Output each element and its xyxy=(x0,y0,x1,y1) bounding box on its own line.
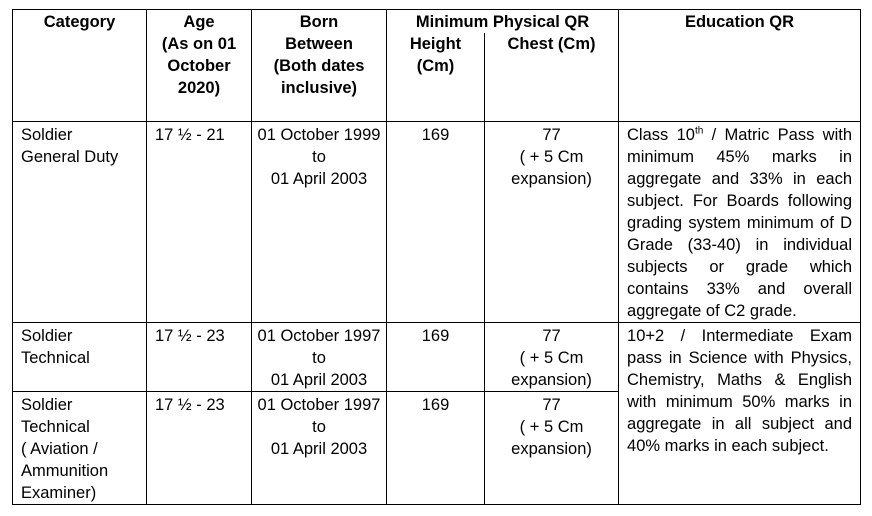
age-cell: 17 ½ - 23 xyxy=(147,391,252,504)
category-cell: Soldier General Duty xyxy=(13,121,147,322)
eligibility-table xyxy=(12,9,861,505)
header-chest: Chest (Cm) xyxy=(485,33,619,121)
education-gd-text xyxy=(627,124,852,322)
born-cell: 01 October 1999 to 01 April 2003 xyxy=(252,121,387,322)
table-row xyxy=(13,322,861,391)
header-row xyxy=(13,10,861,34)
header-category: Category xyxy=(13,10,147,122)
header-height: Height (Cm) xyxy=(387,33,485,121)
education-tech-text: 10+2 / Intermediate Exam pass in Science with Physics, Chemistry, Maths & English with minimum 50% marks in aggregate in all subject and 40% marks in each subject. xyxy=(627,326,853,455)
education-gd-superscript: th xyxy=(694,125,704,136)
education-gd-body: / Matric Pass with minimum 45% marks in aggregate and 33% in each subject. For Boards following grading system minimum of D Grade (33-40) in individual subjects or grade which contains 33% and overall aggregate of C2 grade. xyxy=(627,125,853,320)
header-education: Education QR xyxy=(619,10,861,122)
education-cell-gd xyxy=(619,121,861,322)
height-cell: 169 xyxy=(387,322,485,391)
education-gd-prefix: Class 10 xyxy=(627,125,695,144)
height-cell: 169 xyxy=(387,391,485,504)
height-cell: 169 xyxy=(387,121,485,322)
table-row xyxy=(13,121,861,322)
chest-cell: 77 ( + 5 Cm expansion) xyxy=(485,391,619,504)
age-cell: 17 ½ - 21 xyxy=(147,121,252,322)
category-cell: Soldier Technical ( Aviation / Ammunition Examiner) xyxy=(13,391,147,504)
education-cell-tech xyxy=(619,322,861,504)
chest-cell: 77 ( + 5 Cm expansion) xyxy=(485,121,619,322)
header-physical: Minimum Physical QR xyxy=(387,10,619,34)
chest-cell: 77 ( + 5 Cm expansion) xyxy=(485,322,619,391)
age-cell: 17 ½ - 23 xyxy=(147,322,252,391)
born-cell: 01 October 1997 to 01 April 2003 xyxy=(252,391,387,504)
category-cell: Soldier Technical xyxy=(13,322,147,391)
header-age: Age (As on 01 October 2020) xyxy=(147,10,252,122)
header-born: Born Between (Both dates inclusive) xyxy=(252,10,387,122)
born-cell: 01 October 1997 to 01 April 2003 xyxy=(252,322,387,391)
